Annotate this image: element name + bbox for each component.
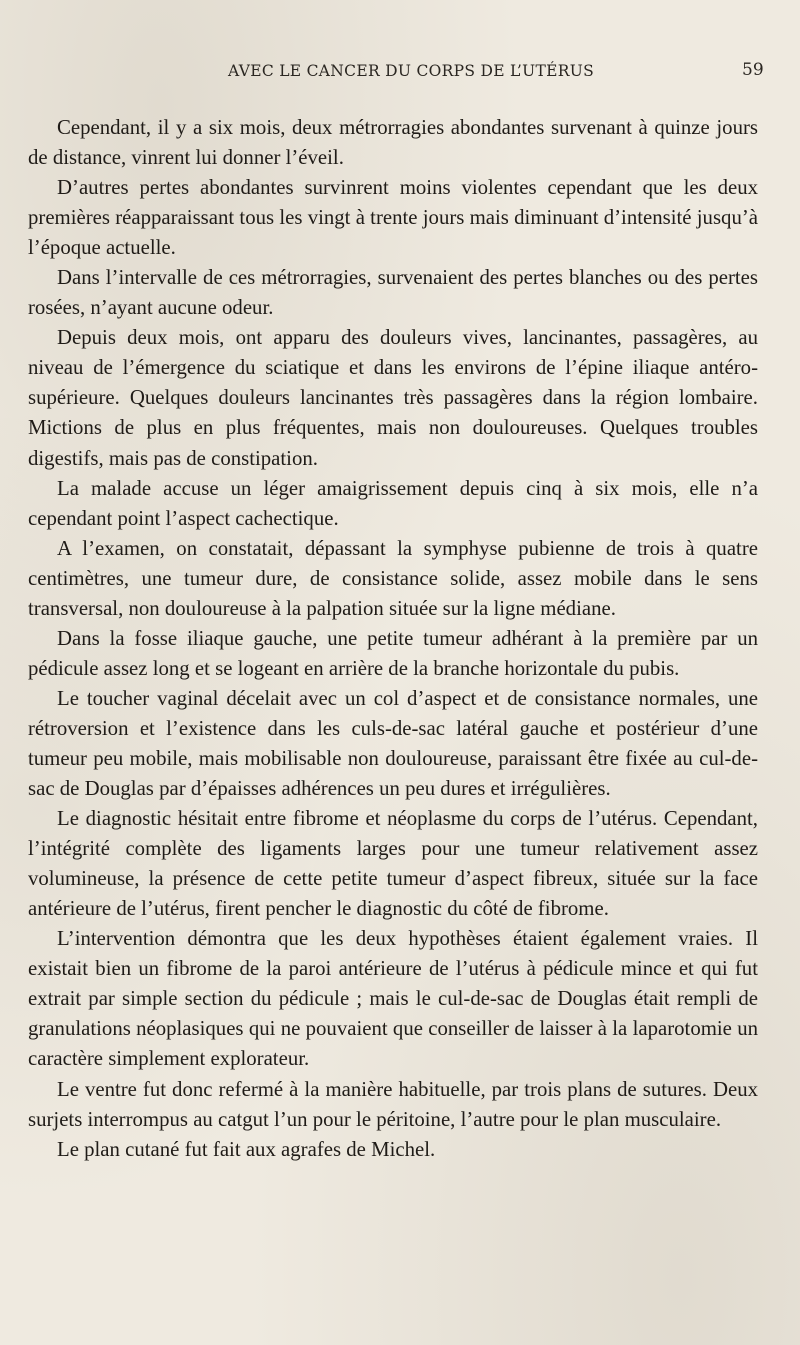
paragraph: Le toucher vaginal décelait avec un col d’aspect et de consistance normales, une rétroversion et l’existence dans les culs-de-sac latéral gauche et postérieur d’une tumeur peu mobile, mais mobilisable non douloureuse, paraissant être fixée au cul-de-sac de Douglas par d’épaisses adhérences un peu dures et irrégulières. <box>28 686 758 801</box>
paragraph: Dans la fosse iliaque gauche, une petite tumeur adhérant à la première par un pédicule assez long et se logeant en arrière de la branche horizontale du pubis. <box>28 626 758 680</box>
running-title: AVEC LE CANCER DU CORPS DE L’UTÉRUS <box>228 62 595 80</box>
paragraph: Le ventre fut donc refermé à la manière habituelle, par trois plans de sutures. Deux surjets interrompus au catgut l’un pour le péritoine, l’autre pour le plan musculaire. <box>28 1077 758 1131</box>
paragraph: Le plan cutané fut fait aux agrafes de Michel. <box>57 1137 436 1161</box>
paragraph: La malade accuse un léger amaigrissement depuis cinq à six mois, elle n’a cependant point l’aspect cachectique. <box>28 476 758 530</box>
paragraph: Cependant, il y a six mois, deux métrorragies abondantes survenant à quinze jours de distance, vinrent lui donner l’éveil. <box>28 116 758 170</box>
paragraph: A l’examen, on constatait, dépassant la symphyse pubienne de trois à quatre centimètres, une tumeur dure, de consistance solide, assez mobile dans le sens transversal, non douloureuse à la palpation située sur la ligne médiane. <box>28 536 758 620</box>
paragraph: D’autres pertes abondantes survinrent moins violentes cependant que les deux premières réapparaissant tous les vingt à trente jours mais diminuant d’intensité jusqu’à l’époque actuelle. <box>28 176 758 260</box>
paragraph: Depuis deux mois, ont apparu des douleurs vives, lancinantes, passagères, au niveau de l’émergence du sciatique et dans les environs de l’épine iliaque antéro-supérieure. Quelques douleurs lancinantes très passagères dans la région lombaire. Mictions de plus en plus fréquentes, mais non douloureuses. Quelques troubles digestifs, mais pas de constipation. <box>28 326 758 470</box>
paragraph: L’intervention démontra que les deux hypothèses étaient également vraies. Il existait bien un fibrome de la paroi antérieure de l’utérus à pédicule mince et qui fut extrait par simple section du pédicule ; mais le cul-de-sac de Douglas était rempli de granulations néoplasiques qui ne pouvaient que conseiller de laisser à la laparotomie un caractère simplement explorateur. <box>28 927 758 1071</box>
page-number: 59 <box>742 60 764 80</box>
body-text <box>28 113 758 1165</box>
paragraph: Dans l’intervalle de ces métrorragies, survenaient des pertes blanches ou des pertes rosées, n’ayant aucune odeur. <box>28 266 758 320</box>
paragraph: Le diagnostic hésitait entre fibrome et néoplasme du corps de l’utérus. Cependant, l’intégrité complète des ligaments larges pour une tumeur relativement assez volumineuse, la présence de cette petite tumeur d’aspect fibreux, située sur la face antérieure de l’utérus, firent pencher le diagnostic du côté de fibrome. <box>28 807 758 921</box>
